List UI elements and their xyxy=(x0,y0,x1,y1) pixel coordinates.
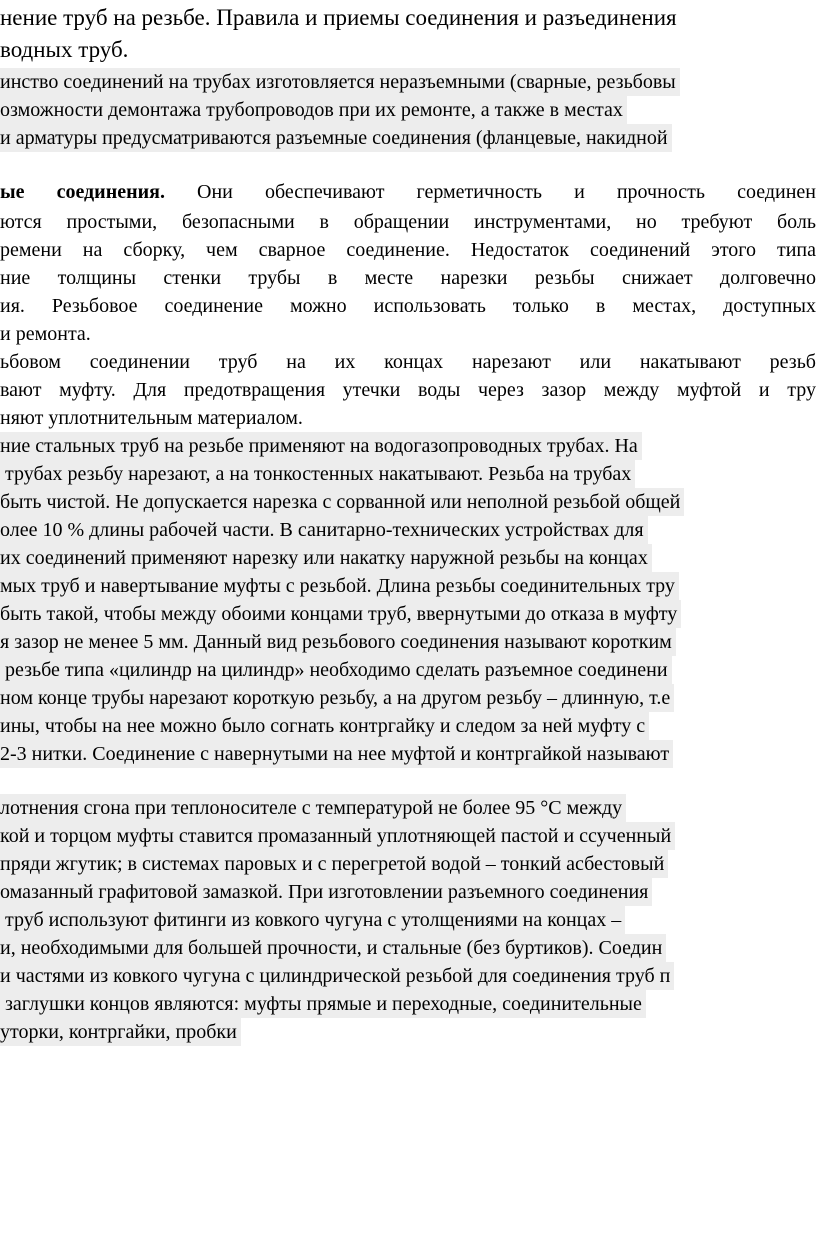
p1-line-3: и арматуры предусматриваются разъемные соединения (фланцевые, накидной xyxy=(0,124,672,152)
p4-line-9: резьбе типа «цилиндр на цилиндр» необходимо сделать разъемное соединени xyxy=(0,656,672,684)
p4-line-4: олее 10 % длины рабочей части. В санитарно-технических устройствах для xyxy=(0,516,648,544)
p3-line-1: ьбовом соединении труб на их концах нарезают или накатывают резьб xyxy=(0,351,816,373)
p2-line-1 xyxy=(0,178,816,206)
p4-line-3: быть чистой. Не допускается нарезка с сорванной или неполной резьбой общей xyxy=(0,488,684,516)
p4-line-8: я зазор не менее 5 мм. Данный вид резьбового соединения называют коротким xyxy=(0,628,676,656)
p2-line-5: ия. Резьбовое соединение можно использовать только в местах, доступных xyxy=(0,295,816,317)
p4-line-10: ном конце трубы нарезают короткую резьбу, а на другом резьбу – длинную, т.е xyxy=(0,684,674,712)
title-line-2: водных труб. xyxy=(0,37,129,62)
p5-line-9: уторки, контргайки, пробки xyxy=(0,1018,241,1046)
p2-line-3: ремени на сборку, чем сварное соединение. Недостаток соединений этого типа xyxy=(0,239,816,261)
p4-line-11: ины, чтобы на нее можно было согнать контргайку и следом за ней муфту с xyxy=(0,712,649,740)
p2-line-4: ние толщины стенки трубы в месте нарезки резьбы снижает долговечно xyxy=(0,267,816,289)
p2-bold-heading: ые соединения. xyxy=(0,181,165,203)
p5-line-2: кой и торцом муфты ставится промазанный уплотняющей пастой и ссученный xyxy=(0,822,675,850)
p1-line-2: озможности демонтажа трубопроводов при их ремонте, а также в местах xyxy=(0,96,627,124)
p1-line-1: инство соединений на трубах изготовляется неразъемными (сварные, резьбовы xyxy=(0,68,680,96)
p5-line-1: лотнения сгона при теплоносителе с температурой не более 95 °С между xyxy=(0,794,626,822)
title-line-1: нение труб на резьбе. Правила и приемы соединения и разъединения xyxy=(0,5,677,30)
p5-line-5: труб используют фитинги из ковкого чугуна с утолщениями на концах – xyxy=(0,906,625,934)
p4-line-5: их соединений применяют нарезку или накатку наружной резьбы на концах xyxy=(0,544,652,572)
p5-line-8: заглушки концов являются: муфты прямые и переходные, соединительные xyxy=(0,990,646,1018)
p2-line-1-rest: Они обеспечивают герметичность и прочность соединен xyxy=(164,181,816,203)
p3-line-3: няют уплотнительным материалом. xyxy=(0,407,303,429)
p4-line-1: ние стальных труб на резьбе применяют на водогазопроводных трубах. На xyxy=(0,432,642,460)
p4-line-7: быть такой, чтобы между обоими концами труб, ввернутыми до отказа в муфту xyxy=(0,600,681,628)
p5-line-3: пряди жгутик; в системах паровых и с перегретой водой – тонкий асбестовый xyxy=(0,850,668,878)
p4-line-2: трубах резьбу нарезают, а на тонкостенных накатывают. Резьба на трубах xyxy=(0,460,635,488)
p3-line-2: вают муфту. Для предотвращения утечки воды через зазор между муфтой и тру xyxy=(0,379,816,401)
p2-line-6: и ремонта. xyxy=(0,323,91,345)
p4-line-6: мых труб и навертывание муфты с резьбой. Длина резьбы соединительных тру xyxy=(0,572,679,600)
p5-line-4: омазанный графитовой замазкой. При изготовлении разъемного соединения xyxy=(0,878,652,906)
p2-line-2: ются простыми, безопасными в обращении инструментами, но требуют боль xyxy=(0,211,816,233)
p4-line-12: 2-3 нитки. Соединение с навернутыми на нее муфтой и контргайкой называют xyxy=(0,740,673,768)
p5-line-6: и, необходимыми для большей прочности, и стальные (без буртиков). Соедин xyxy=(0,934,666,962)
p5-line-7: и частями из ковкого чугуна с цилиндрической резьбой для соединения труб п xyxy=(0,962,674,990)
